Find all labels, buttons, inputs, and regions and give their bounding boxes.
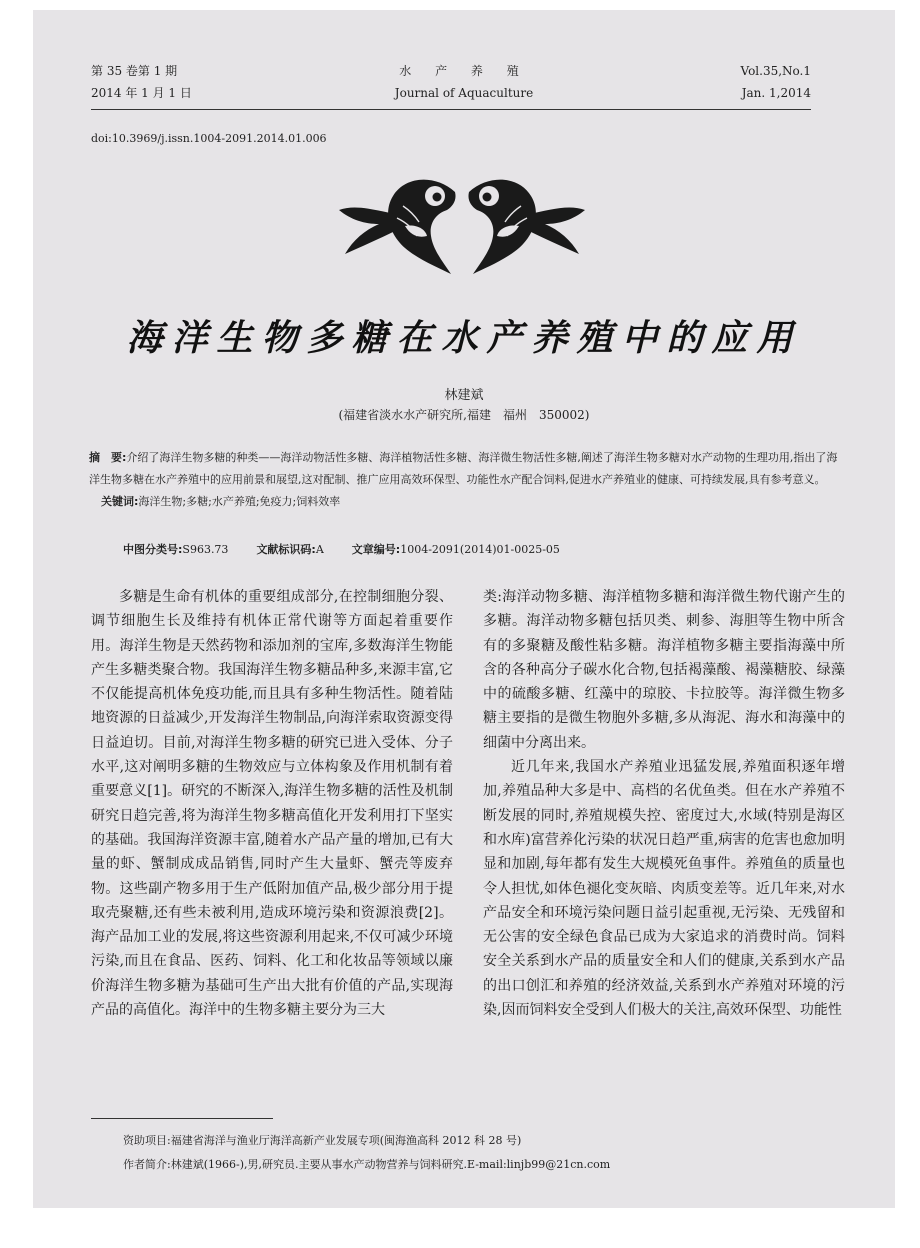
- doc-code-label: 文献标识码:: [256, 543, 316, 556]
- classification-line: [123, 541, 560, 557]
- abstract-label: 摘 要:: [89, 451, 127, 464]
- abstract: [89, 447, 839, 513]
- abstract-text: 介绍了海洋生物多糖的种类——海洋动物活性多糖、海洋植物活性多糖、海洋微生物活性多糖,阐述了海洋生物多糖对水产动物的生理功用,指出了海洋生物多糖在水产养殖中的应用前景和展望,这对配制、推广应用高效环保型、功能性水产配合饲料,促进水产养殖业的健康、可持续发展,具有参考意义。: [89, 451, 838, 486]
- header-right: [741, 60, 812, 104]
- article-number-value: 1004-2091(2014)01-0025-05: [400, 543, 560, 556]
- body-column-left: [91, 585, 453, 1022]
- body-paragraph: 近几年来,我国水产养殖业迅猛发展,养殖面积逐年增加,养殖品种大多是中、高档的名优鱼类。但在水产养殖不断发展的同时,养殖规模失控、密度过大,水域(特别是海区和水库)富营养化污染的状况日趋严重,病害的危害也愈加明显和加剧,每年都有发生大规模死鱼事件。养殖鱼的质量也令人担忧,如体色褪化变灰暗、肉质变差等。近几年来,对水产品安全和环境污染问题日益引起重视,无污染、无残留和无公害的安全绿色食品已成为大家追求的消费时尚。饲料安全关系到水产品的质量安全和人们的健康,关系到水产品的出口创汇和养殖的经济效益,关系到水产养殖对环境的污染,因而饲料安全受到人们极大的关注,高效环保型、功能性: [483, 759, 845, 1019]
- doc-code-value: A: [315, 543, 324, 556]
- twin-fish-logo-icon: [335, 170, 589, 278]
- article-number-label: 文章编号:: [351, 543, 401, 556]
- volume-cn: 第 35 卷第 1 期: [91, 64, 178, 78]
- body-paragraph: 类:海洋动物多糖、海洋植物多糖和海洋微生物代谢产生的多糖。海洋动物多糖包括贝类、刺参、海胆等生物中所含有的多聚糖及酸性粘多糖。海洋植物多糖主要指海藻中所含的各种高分子碳水化合物,包括褐藻酸、褐藻糖胶、绿藻中的硫酸多糖、红藻中的琼胶、卡拉胶等。海洋微生物多糖主要指的是微生物胞外多糖,多从海泥、海水和海藻中的细菌中分离出来。: [483, 589, 845, 751]
- date-en: Jan. 1,2014: [741, 86, 811, 100]
- date-cn: 2014 年 1 月 1 日: [91, 86, 192, 100]
- author-name: 林建斌: [444, 388, 484, 403]
- body-column-right: [483, 585, 845, 1022]
- footnote-rule: [91, 1118, 273, 1119]
- article-title: 海洋生物多糖在水产养殖中的应用: [126, 317, 802, 359]
- author-affiliation: (福建省淡水水产研究所,福建 福州 350002): [338, 408, 590, 422]
- journal-page: [33, 10, 895, 1208]
- keywords-label: 关键词:: [101, 495, 139, 508]
- funding-note: 资助项目:福建省海洋与渔业厅海洋高新产业发展专项(闽海渔高科 2012 科 28 号): [123, 1134, 522, 1147]
- clc-value: S963.73: [182, 543, 229, 556]
- header-rule: [91, 109, 811, 110]
- keywords-text: 海洋生物;多糖;水产养殖;免疫力;饲料效率: [138, 495, 341, 508]
- author-bio-note: 作者简介:林建斌(1966-),男,研究员.主要从事水产动物营养与饲料研究.E-mail:linjb99@21cn.com: [123, 1158, 611, 1171]
- body-paragraph: 多糖是生命有机体的重要组成部分,在控制细胞分裂、调节细胞生长及维持有机体正常代谢等方面起着重要作用。海洋生物是天然药物和添加剂的宝库,多数海洋生物能产生多糖类聚合物。我国海洋生物多糖品种多,来源丰富,它不仅能提高机体免疫功能,而且具有多种生物活性。随着陆地资源的日益减少,开发海洋生物制品,向海洋索取资源变得日益迫切。目前,对海洋生物多糖的研究已进入受体、分子水平,这对阐明多糖的生物效应与立体构象及作用机制有着重要意义[1]。研究的不断深入,海洋生物多糖的活性及机制研究日趋完善,将为海洋生物多糖高值化开发利用打下坚实的基础。我国海洋资源丰富,随着水产品产量的增加,已有大量的虾、蟹制成成品销售,同时产生大量虾、蟹壳等废弃物。这些副产物多用于生产低附加值产品,极少部分用于提取壳聚糖,还有些未被利用,造成环境污染和资源浪费[2]。海产品加工业的发展,将这些资源利用起来,不仅可减少环境污染,而且在食品、医药、饲料、化工和化妆品等领域以廉价海洋生物多糖为基础可生产出大批有价值的产品,实现海产品的高值化。海洋中的生物多糖主要分为三大: [91, 589, 453, 1019]
- volume-en: Vol.35,No.1: [740, 64, 811, 78]
- journal-name-en: Journal of Aquaculture: [394, 86, 534, 100]
- doi: doi:10.3969/j.issn.1004-2091.2014.01.006: [91, 132, 327, 145]
- clc-label: 中图分类号:: [123, 543, 183, 556]
- journal-name-cn: 水 产 养 殖: [399, 64, 529, 78]
